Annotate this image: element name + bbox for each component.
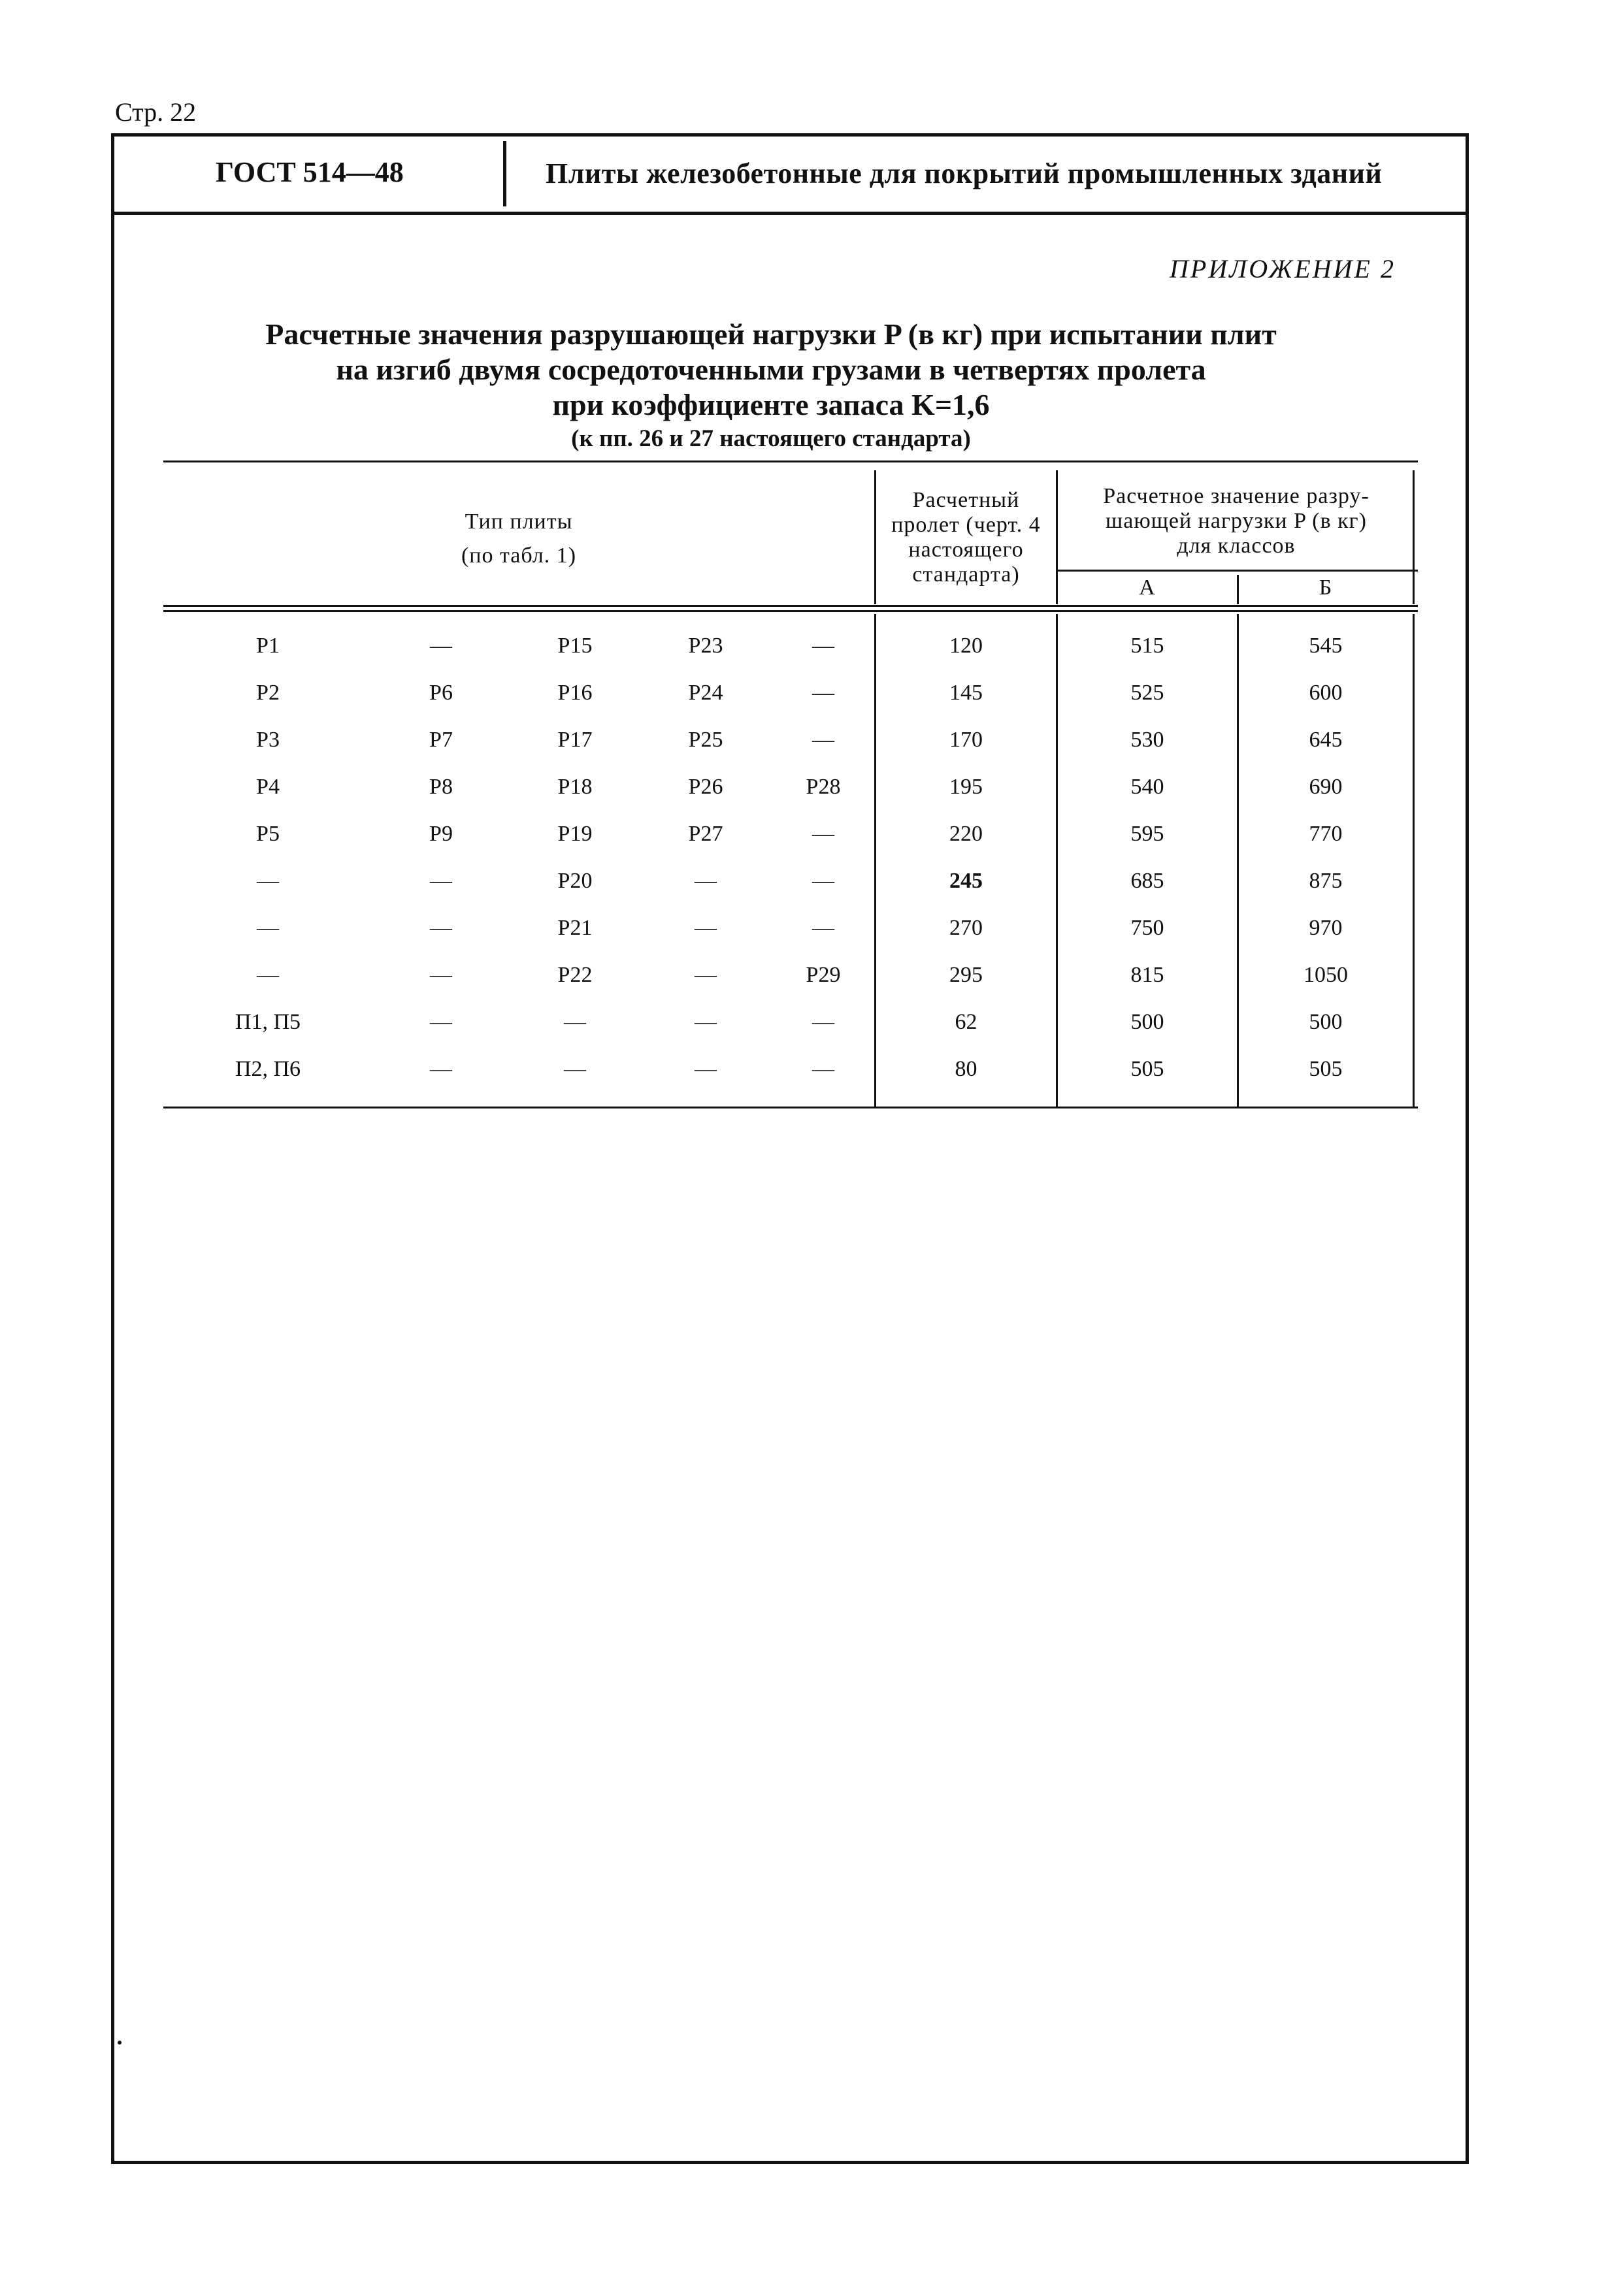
appendix-label: ПРИЛОЖЕНИЕ 2 bbox=[1170, 254, 1396, 283]
type-col-4: — bbox=[695, 1057, 717, 1081]
header-span-line-2: пролет (черт. 4 bbox=[891, 513, 1041, 537]
type-col-3: Р21 bbox=[557, 916, 593, 940]
type-col-3: Р17 bbox=[557, 728, 593, 752]
type-col-3: Р16 bbox=[557, 681, 593, 705]
load-class-a: 505 bbox=[1130, 1057, 1164, 1081]
header-span-line-4: стандарта) bbox=[912, 562, 1020, 587]
title-line-2: на изгиб двумя сосредоточенными грузами в четвертях пролета bbox=[336, 353, 1206, 386]
header-span-line-1: Расчетный bbox=[912, 488, 1020, 512]
table-bottom-rule bbox=[163, 1107, 1418, 1108]
header-divider bbox=[503, 141, 506, 206]
load-class-b: 645 bbox=[1309, 728, 1343, 752]
load-class-a: 500 bbox=[1130, 1010, 1164, 1034]
type-col-2: — bbox=[430, 916, 452, 940]
span-value: 145 bbox=[949, 681, 983, 705]
type-col-4: Р24 bbox=[688, 681, 723, 705]
header-design-load bbox=[1058, 484, 1415, 558]
load-class-a: 815 bbox=[1130, 963, 1164, 987]
span-value: 220 bbox=[949, 822, 983, 846]
load-class-a: 595 bbox=[1130, 822, 1164, 846]
type-col-2: Р9 bbox=[429, 822, 453, 846]
type-col-2: — bbox=[430, 1057, 452, 1081]
header-span-line-3: настоящего bbox=[908, 538, 1024, 562]
span-value: 170 bbox=[949, 728, 983, 752]
span-value: 80 bbox=[955, 1057, 977, 1081]
type-col-5: — bbox=[812, 728, 834, 752]
type-col-5: — bbox=[812, 916, 834, 940]
type-col-1: Р5 bbox=[256, 822, 280, 846]
load-class-b: 500 bbox=[1309, 1010, 1343, 1034]
type-col-5: — bbox=[812, 822, 834, 846]
gost-title: Плиты железобетонные для покрытий промышленных зданий bbox=[546, 157, 1383, 189]
type-col-1: Р1 bbox=[256, 634, 280, 658]
type-col-4: — bbox=[695, 1010, 717, 1034]
load-class-a: 750 bbox=[1130, 916, 1164, 940]
type-col-2: — bbox=[430, 1010, 452, 1034]
load-class-a: 515 bbox=[1130, 634, 1164, 658]
type-col-4: Р25 bbox=[688, 728, 723, 752]
column-rule-right-body bbox=[1413, 614, 1415, 1107]
span-value: 245 bbox=[949, 869, 983, 893]
type-col-1: Р2 bbox=[256, 681, 280, 705]
load-class-b: 970 bbox=[1309, 916, 1343, 940]
type-col-5: — bbox=[812, 1010, 834, 1034]
type-col-2: Р7 bbox=[429, 728, 453, 752]
load-class-a: 530 bbox=[1130, 728, 1164, 752]
type-col-4: Р26 bbox=[688, 775, 723, 799]
load-table bbox=[163, 461, 1418, 1108]
header-plate-type-line-1: Тип плиты bbox=[465, 509, 573, 534]
header-rule-top bbox=[111, 133, 1466, 137]
type-col-3: Р19 bbox=[557, 822, 593, 846]
class-subheader-rule bbox=[1057, 570, 1418, 572]
load-class-a: 685 bbox=[1130, 869, 1164, 893]
type-col-3: Р20 bbox=[557, 869, 593, 893]
type-col-2: — bbox=[430, 963, 452, 987]
span-value: 270 bbox=[949, 916, 983, 940]
type-col-3: Р15 bbox=[557, 634, 593, 658]
table-top-rule bbox=[163, 461, 1418, 462]
load-class-b: 770 bbox=[1309, 822, 1343, 846]
header-design-span bbox=[876, 488, 1056, 587]
title-line-1: Расчетные значения разрушающей нагрузки P (в кг) при испытании плит bbox=[265, 317, 1277, 351]
type-col-5: — bbox=[812, 869, 834, 893]
type-col-5: — bbox=[812, 1057, 834, 1081]
document-title bbox=[189, 317, 1352, 423]
span-value: 62 bbox=[955, 1010, 977, 1034]
header-bottom-rule-2 bbox=[163, 610, 1418, 612]
load-class-b: 875 bbox=[1309, 869, 1343, 893]
type-col-4: — bbox=[695, 916, 717, 940]
header-load-line-2: шающей нагрузки P (в кг) bbox=[1106, 509, 1367, 533]
type-col-4: — bbox=[695, 869, 717, 893]
type-col-5: — bbox=[812, 681, 834, 705]
header-plate-type bbox=[163, 505, 874, 573]
type-col-1: П2, П6 bbox=[235, 1057, 301, 1081]
type-col-1: — bbox=[257, 869, 279, 893]
type-col-3: Р18 bbox=[557, 775, 593, 799]
page-number: Стр. 22 bbox=[115, 97, 197, 127]
load-class-b: 600 bbox=[1309, 681, 1343, 705]
load-class-b: 505 bbox=[1309, 1057, 1343, 1081]
type-col-5: Р29 bbox=[806, 963, 841, 987]
header-plate-type-line-2: (по табл. 1) bbox=[461, 543, 577, 568]
title-line-3: при коэффициенте запаса K=1,6 bbox=[552, 388, 990, 421]
type-col-4: — bbox=[695, 963, 717, 987]
scan-speck bbox=[118, 2041, 122, 2045]
span-value: 195 bbox=[949, 775, 983, 799]
span-value: 120 bbox=[949, 634, 983, 658]
header-load-line-1: Расчетное значение разру- bbox=[1103, 484, 1369, 508]
header-class-b: Б bbox=[1319, 575, 1333, 600]
type-col-3: Р22 bbox=[557, 963, 593, 987]
type-col-1: П1, П5 bbox=[235, 1010, 301, 1034]
header-load-line-3: для классов bbox=[1177, 534, 1296, 558]
type-col-4: Р23 bbox=[688, 634, 723, 658]
type-col-3: — bbox=[564, 1057, 586, 1081]
type-col-2: Р6 bbox=[429, 681, 453, 705]
load-class-b: 690 bbox=[1309, 775, 1343, 799]
type-col-3: — bbox=[564, 1010, 586, 1034]
load-class-a: 525 bbox=[1130, 681, 1164, 705]
load-class-a: 540 bbox=[1130, 775, 1164, 799]
type-col-1: — bbox=[257, 916, 279, 940]
document-subtitle: (к пп. 26 и 27 настоящего стандарта) bbox=[571, 425, 971, 452]
type-col-1: Р3 bbox=[256, 728, 280, 752]
type-col-4: Р27 bbox=[688, 822, 723, 846]
load-class-b: 545 bbox=[1309, 634, 1343, 658]
header-rule-bottom bbox=[111, 212, 1466, 215]
type-col-2: — bbox=[430, 869, 452, 893]
span-value: 295 bbox=[949, 963, 983, 987]
type-col-1: Р4 bbox=[256, 775, 280, 799]
header-class-a: А bbox=[1139, 575, 1156, 600]
type-col-5: Р28 bbox=[806, 775, 841, 799]
load-class-b: 1050 bbox=[1303, 963, 1348, 987]
header-bottom-rule-1 bbox=[163, 605, 1418, 607]
type-col-5: — bbox=[812, 634, 834, 658]
gost-code: ГОСТ 514—48 bbox=[216, 156, 404, 188]
type-col-2: Р8 bbox=[429, 775, 453, 799]
type-col-1: — bbox=[257, 963, 279, 987]
type-col-2: — bbox=[430, 634, 452, 658]
